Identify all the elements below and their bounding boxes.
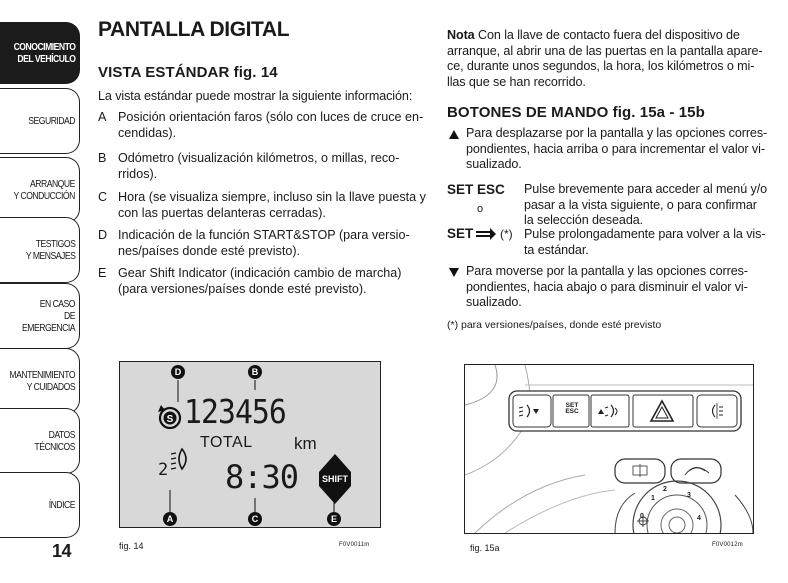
figure-code: F0V0011m — [339, 542, 370, 548]
section-heading-botones: BOTONES DE MANDO fig. 15a - 15b — [447, 104, 705, 121]
item-key: C — [98, 190, 108, 204]
item-key: A — [98, 110, 107, 124]
dial-number: 2 — [663, 486, 667, 493]
page-title: PANTALLA DIGITAL — [98, 18, 290, 41]
footnote: (*) para versiones/países, donde esté previsto — [447, 319, 662, 331]
item-key: D — [98, 228, 108, 242]
item-key: B — [98, 151, 107, 165]
tab-testigos[interactable] — [0, 217, 80, 283]
figure-control-panel — [464, 364, 754, 534]
headlight-icon — [171, 449, 186, 469]
tab-arranque[interactable] — [0, 157, 80, 223]
callout-b: B — [248, 365, 262, 379]
note-text: Con la llave de contacto fuera del dispositivo de arranque, al abrir una de las puertas en la pantalla apare- ce, durante unos segundos, la hora, los kilómetros o mi- llas que se han recorrido. — [447, 28, 763, 89]
list-item — [98, 151, 430, 183]
figure-caption: fig. 15a — [470, 543, 500, 553]
callout-a: A — [163, 512, 177, 526]
triangle-down-icon — [449, 268, 459, 277]
tab-label: DATOS TÉCNICOS — [34, 429, 75, 453]
set-esc-or: o — [477, 203, 484, 215]
tab-label: TESTIGOS Y MENSAJES — [25, 238, 75, 262]
headlight-level: 2 — [158, 460, 169, 480]
list-item — [98, 266, 430, 298]
tab-label: EN CASO DE EMERGENCIA — [22, 298, 75, 334]
tab-emergencia[interactable] — [0, 283, 80, 349]
intro-text: La vista estándar puede mostrar la siguiente información: — [98, 89, 413, 103]
item-text: Indicación de la función START&STOP (para versio- nes/países donde esté previsto). — [118, 228, 410, 258]
figure-display — [119, 361, 381, 528]
section-heading-vista: VISTA ESTÁNDAR fig. 14 — [98, 64, 278, 81]
tab-datos-tecnicos[interactable] — [0, 408, 80, 474]
set-esc-label: SET ESC — [447, 182, 505, 197]
callout-e: E — [327, 512, 341, 526]
figure-code: F0V0012m — [712, 542, 743, 548]
tab-mantenimiento[interactable] — [0, 348, 80, 414]
svg-text:S: S — [166, 414, 174, 425]
tab-label: ÍNDICE — [48, 499, 75, 511]
callout-d: D — [171, 365, 185, 379]
clock-value: 8:30 — [225, 458, 299, 496]
odometer-value: 123456 — [184, 392, 286, 431]
item-text: Hora (se visualiza siempre, incluso sin la llave puesta y con las puertas delanteras cerradas). — [118, 190, 426, 220]
list-item — [98, 190, 430, 222]
note-paragraph — [447, 28, 777, 90]
unit-label: km — [294, 434, 317, 453]
item-text: Odómetro (visualización kilómetros, o millas, reco- rridos). — [118, 151, 400, 181]
tab-indice[interactable] — [0, 472, 80, 538]
list-item — [98, 228, 430, 260]
dial-number: 1 — [651, 495, 655, 502]
up-button-text: Para desplazarse por la pantalla y las opciones corres- pondientes, hacia arriba o para incrementar el valor vi- sualizado. — [466, 126, 768, 172]
set-esc-button-label: SET ESC — [565, 402, 579, 415]
page-number: 14 — [52, 541, 72, 561]
total-label: TOTAL — [200, 434, 253, 451]
dial-number: 4 — [697, 515, 701, 522]
tab-label: ARRANQUE Y CONDUCCIÓN — [13, 178, 76, 202]
dial-number: 0 — [640, 513, 644, 520]
note-label: Nota — [447, 28, 475, 42]
tab-label: MANTENIMIENTO Y CUIDADOS — [9, 369, 75, 393]
item-text: Posición orientación faros (sólo con luces de cruce en- cendidas). — [118, 110, 424, 140]
down-button-text: Para moverse por la pantalla y las opciones corres- pondientes, hacia abajo o para disminuir el valor vi- sualizado. — [466, 264, 748, 310]
tab-label: SEGURIDAD — [28, 115, 75, 127]
callout-c: C — [248, 512, 262, 526]
shift-label: SHIFT — [322, 474, 348, 484]
tab-seguridad[interactable] — [0, 88, 80, 154]
dial-number: 3 — [687, 492, 691, 499]
triangle-up-icon — [449, 130, 459, 139]
list-item — [98, 110, 430, 142]
figure-caption: fig. 14 — [119, 541, 144, 551]
tab-conocimiento[interactable] — [0, 22, 80, 84]
footnote-mark: (*) — [500, 227, 513, 241]
item-text: Gear Shift Indicator (indicación cambio de marcha) (para versiones/países donde esté previsto). — [118, 266, 402, 296]
set-long-label: SET — [447, 226, 474, 241]
start-stop-icon — [158, 405, 180, 428]
control-panel-illustration — [465, 365, 753, 533]
sidebar-tabs — [0, 0, 84, 583]
item-key: E — [98, 266, 107, 280]
tab-label: CONOCIMIENTO DEL VEHÍCULO — [13, 41, 75, 65]
set-long-text: Pulse prolongadamente para volver a la vis- ta estándar. — [524, 227, 766, 257]
set-esc-text: Pulse brevemente para acceder al menú y/o pasar a la vista siguiente, o para confirmar la selección deseada. — [524, 182, 768, 228]
arrow-right-icon — [490, 228, 496, 240]
